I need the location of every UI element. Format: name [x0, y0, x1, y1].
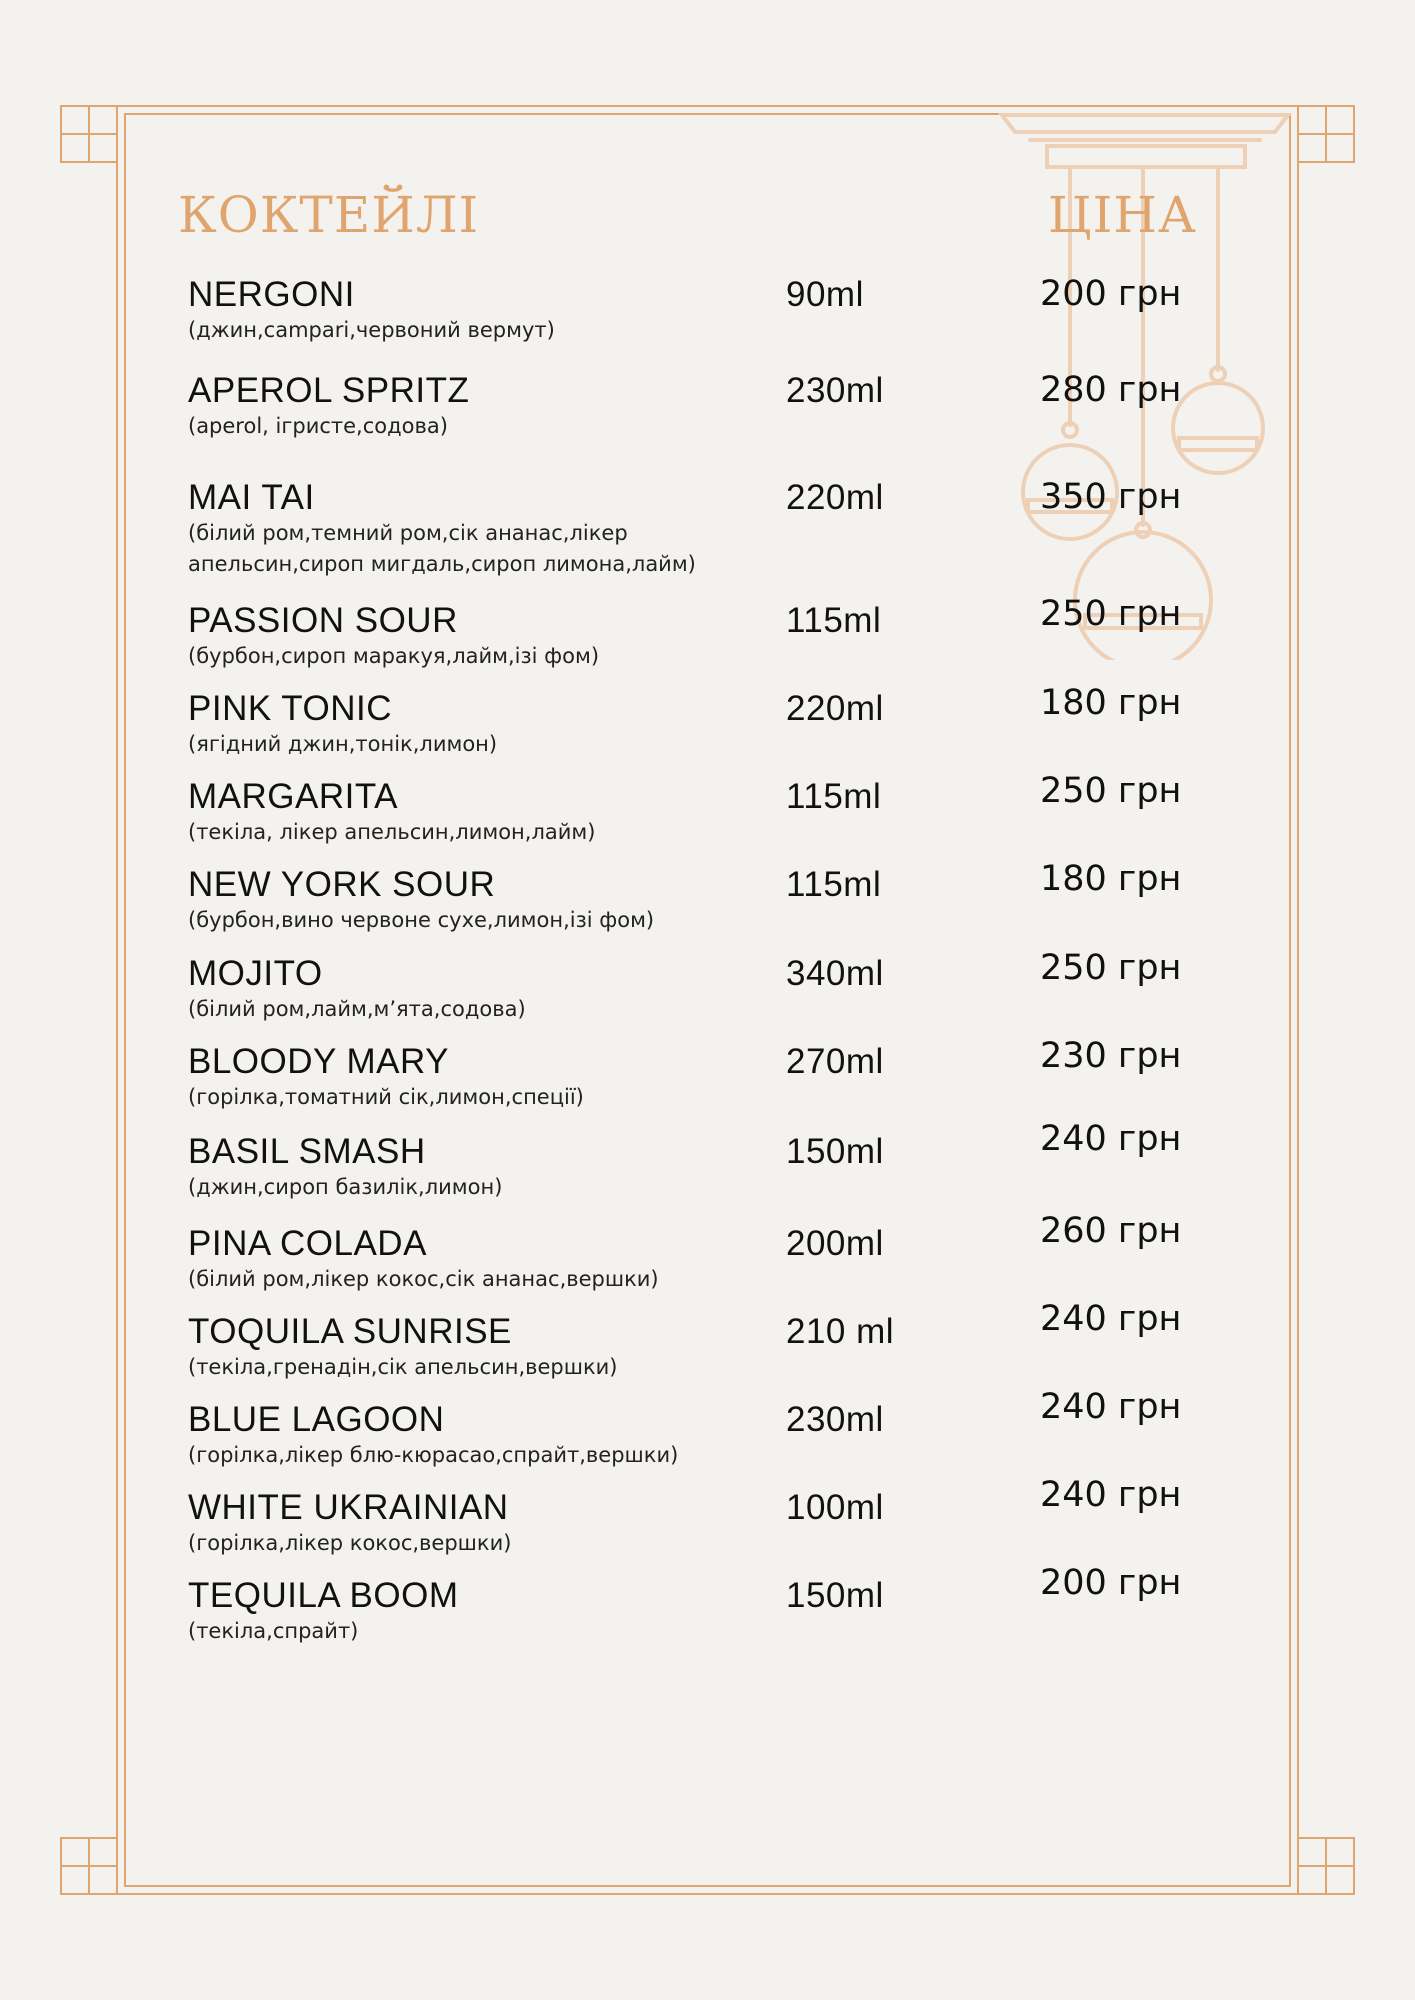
- cocktail-name: BLUE LAGOON: [188, 1400, 445, 1439]
- price-column-heading: ЦІНА: [1048, 186, 1197, 244]
- cocktail-volume: 220ml: [786, 478, 884, 517]
- cocktail-name: PASSION SOUR: [188, 601, 458, 640]
- menu-item: [0, 683, 1415, 774]
- cocktail-price: 240 грн: [1040, 1119, 1182, 1159]
- cocktail-ingredients: (текіла,гренадін,сік апельсин,вершки): [188, 1355, 618, 1379]
- cocktail-volume: 230ml: [786, 371, 884, 410]
- cocktail-name: MAI TAI: [188, 478, 315, 517]
- menu-item: [0, 771, 1415, 862]
- cocktail-ingredients: (білий ром,лікер кокос,сік ананас,вершки): [188, 1267, 659, 1291]
- cocktail-ingredients: (білий ром,темний ром,сік ананас,лікер апельсин,сироп мигдаль,сироп лимона,лайм): [188, 521, 696, 576]
- cocktail-name: APEROL SPRITZ: [188, 371, 470, 410]
- cocktail-price: 250 грн: [1040, 594, 1182, 634]
- menu-item: [0, 594, 1415, 686]
- cocktail-ingredients: (джин,campari,червоний вермут): [188, 318, 555, 342]
- menu-item: [0, 948, 1415, 1039]
- cocktail-name: PINK TONIC: [188, 689, 393, 728]
- cocktail-name: TOQUILA SUNRISE: [188, 1312, 512, 1351]
- cocktail-ingredients: (aperol, ігристе,содова): [188, 414, 448, 438]
- menu-item: [0, 475, 1415, 576]
- cocktail-volume: 340ml: [786, 954, 884, 993]
- cocktail-price: 180 грн: [1040, 859, 1182, 899]
- menu-item: [0, 1036, 1415, 1127]
- cocktail-volume: 90ml: [786, 275, 864, 314]
- menu-item: [0, 368, 1415, 456]
- cocktail-name: NEW YORK SOUR: [188, 865, 496, 904]
- menu-item: [0, 1563, 1415, 1661]
- cocktail-volume: 150ml: [786, 1576, 884, 1615]
- cocktail-ingredients: (ягідний джин,тонік,лимон): [188, 732, 498, 756]
- cocktail-ingredients: (бурбон,сироп маракуя,лайм,ізі фом): [188, 644, 600, 668]
- cocktail-name: TEQUILA BOOM: [188, 1576, 459, 1615]
- cocktail-volume: 115ml: [786, 865, 882, 904]
- cocktail-volume: 200ml: [786, 1224, 884, 1263]
- cocktail-price: 180 грн: [1040, 683, 1182, 723]
- cocktail-price: 350 грн: [1040, 477, 1182, 517]
- menu-item: [0, 859, 1415, 950]
- cocktail-volume: 270ml: [786, 1042, 884, 1081]
- menu-item: [0, 1299, 1415, 1397]
- cocktail-volume: 150ml: [786, 1132, 884, 1171]
- cocktail-name: BLOODY MARY: [188, 1042, 449, 1081]
- cocktail-name: NERGONI: [188, 275, 355, 314]
- cocktail-price: 250 грн: [1040, 948, 1182, 988]
- cocktail-volume: 115ml: [786, 601, 882, 640]
- cocktail-ingredients: (горілка,лікер блю-кюрасао,спрайт,вершки): [188, 1443, 679, 1467]
- cocktail-ingredients: (білий ром,лайм,м’ята,содова): [188, 997, 526, 1021]
- cocktail-price: 260 грн: [1040, 1211, 1182, 1251]
- cocktail-ingredients: (джин,сироп базилік,лимон): [188, 1175, 503, 1199]
- cocktail-volume: 230ml: [786, 1400, 884, 1439]
- cocktail-ingredients: (текіла, лікер апельсин,лимон,лайм): [188, 820, 596, 844]
- cocktail-volume: 100ml: [786, 1488, 884, 1527]
- menu-item: [0, 1387, 1415, 1485]
- cocktail-ingredients: (текіла,спрайт): [188, 1619, 359, 1643]
- cocktail-price: 240 грн: [1040, 1299, 1182, 1339]
- cocktail-name: MARGARITA: [188, 777, 398, 816]
- cocktail-price: 280 грн: [1040, 370, 1182, 410]
- cocktail-name: WHITE UKRAINIAN: [188, 1488, 509, 1527]
- cocktail-volume: 220ml: [786, 689, 884, 728]
- menu-item: [0, 1119, 1415, 1217]
- cocktail-ingredients: (горілка,томатний сік,лимон,спеції): [188, 1085, 584, 1109]
- cocktail-name: PINA COLADA: [188, 1224, 427, 1263]
- cocktail-price: 240 грн: [1040, 1475, 1182, 1515]
- cocktail-price: 230 грн: [1040, 1036, 1182, 1076]
- cocktail-price: 200 грн: [1040, 274, 1182, 314]
- menu-item: [0, 272, 1415, 360]
- cocktail-volume: 210 ml: [786, 1312, 895, 1351]
- menu-item: [0, 1211, 1415, 1309]
- menu-title: КОКТЕЙЛІ: [178, 186, 480, 244]
- cocktail-price: 200 грн: [1040, 1563, 1182, 1603]
- menu-item: [0, 1475, 1415, 1573]
- cocktail-name: BASIL SMASH: [188, 1132, 426, 1171]
- cocktail-name: MOJITO: [188, 954, 323, 993]
- cocktail-ingredients: (бурбон,вино червоне сухе,лимон,ізі фом): [188, 908, 655, 932]
- cocktail-price: 250 грн: [1040, 771, 1182, 811]
- cocktail-volume: 115ml: [786, 777, 882, 816]
- cocktail-price: 240 грн: [1040, 1387, 1182, 1427]
- cocktail-ingredients: (горілка,лікер кокос,вершки): [188, 1531, 512, 1555]
